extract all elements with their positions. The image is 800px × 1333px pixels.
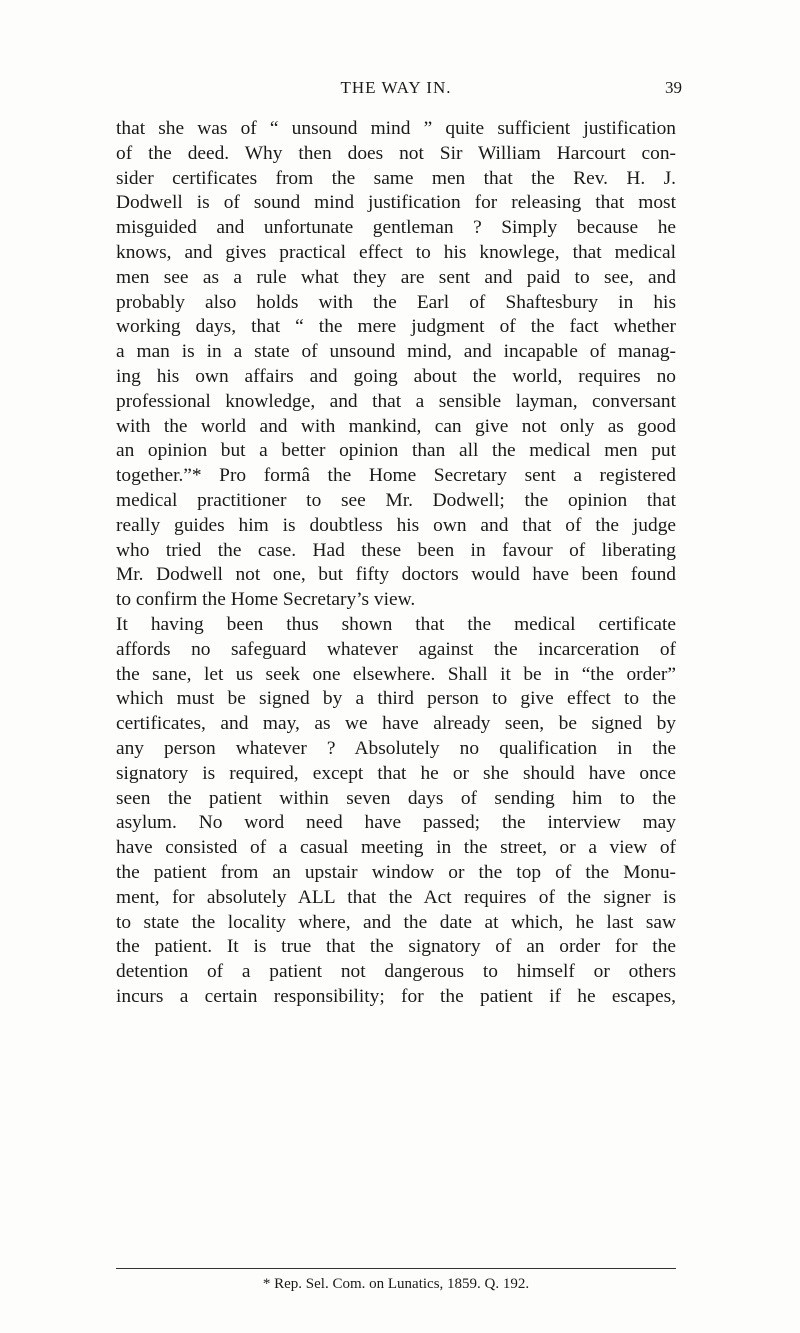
text-line: detention of a patient not dangerous to himself or others (116, 961, 676, 983)
text-line: which must be signed by a third person to give effect to the (116, 688, 676, 710)
text-line: who tried the case. Had these been in favour of liberating (116, 539, 676, 561)
text-line: a man is in a state of unsound mind, and incapable of manag- (116, 341, 676, 363)
text-line: the patient. It is true that the signatory of an order for the (116, 936, 676, 958)
text-line: asylum. No word need have passed; the interview may (116, 812, 676, 834)
text-line: with the world and with mankind, can give not only as good (116, 415, 676, 437)
text-line: knows, and gives practical effect to his knowlege, that medical (116, 241, 676, 263)
text-line: It having been thus shown that the medical certificate (116, 613, 676, 635)
running-title: THE WAY IN. (340, 78, 452, 97)
text-line: of the deed. Why then does not Sir William Harcourt con- (116, 142, 676, 164)
footnote: * Rep. Sel. Com. on Lunatics, 1859. Q. 192. (262, 1276, 530, 1292)
text-line: the sane, let us seek one elsewhere. Shall it be in “the order” (116, 663, 676, 685)
text-line: working days, that “ the mere judgment of the fact whether (116, 316, 676, 338)
text-line: that she was of “ unsound mind ” quite sufficient justification (116, 118, 676, 139)
text-line: men see as a rule what they are sent and paid to see, and (116, 266, 676, 288)
text-line: together.”* Pro formâ the Home Secretary sent a registered (116, 465, 676, 487)
text-line: any person whatever ? Absolutely no qualification in the (116, 737, 676, 759)
text-line: certificates, and may, as we have already seen, be signed by (116, 713, 676, 735)
text-line: medical practitioner to see Mr. Dodwell; the opinion that (116, 489, 676, 511)
body-text (116, 117, 676, 1010)
text-line: Dodwell is of sound mind justification for releasing that most (116, 192, 676, 214)
running-head (116, 78, 682, 102)
footnote-rule (116, 1268, 676, 1269)
text-line: professional knowledge, and that a sensible layman, conversant (116, 390, 676, 412)
text-line: the patient from an upstair window or the top of the Monu- (116, 861, 676, 883)
text-line: to state the locality where, and the date at which, he last saw (116, 911, 676, 933)
text-line: ment, for absolutely ALL that the Act requires of the signer is (116, 886, 676, 908)
text-line: signatory is required, except that he or she should have once (116, 762, 676, 784)
text-line: misguided and unfortunate gentleman ? Simply because he (116, 217, 676, 239)
text-line: affords no safeguard whatever against the incarceration of (116, 638, 676, 660)
text-line: really guides him is doubtless his own and that of the judge (116, 514, 676, 536)
page-number: 39 (665, 78, 682, 97)
text-line: an opinion but a better opinion than all the medical men put (116, 440, 676, 462)
text-line: seen the patient within seven days of sending him to the (116, 787, 676, 809)
text-line: Mr. Dodwell not one, but fifty doctors would have been found (116, 564, 676, 586)
text-line: sider certificates from the same men that the Rev. H. J. (116, 167, 676, 189)
text-line: ing his own affairs and going about the world, requires no (116, 365, 676, 387)
text-line: have consisted of a casual meeting in the street, or a view of (116, 837, 676, 859)
text-line: to confirm the Home Secretary’s view. (116, 589, 416, 611)
text-line: incurs a certain responsibility; for the patient if he escapes, (116, 985, 676, 1007)
text-line: probably also holds with the Earl of Shaftesbury in his (116, 291, 676, 313)
